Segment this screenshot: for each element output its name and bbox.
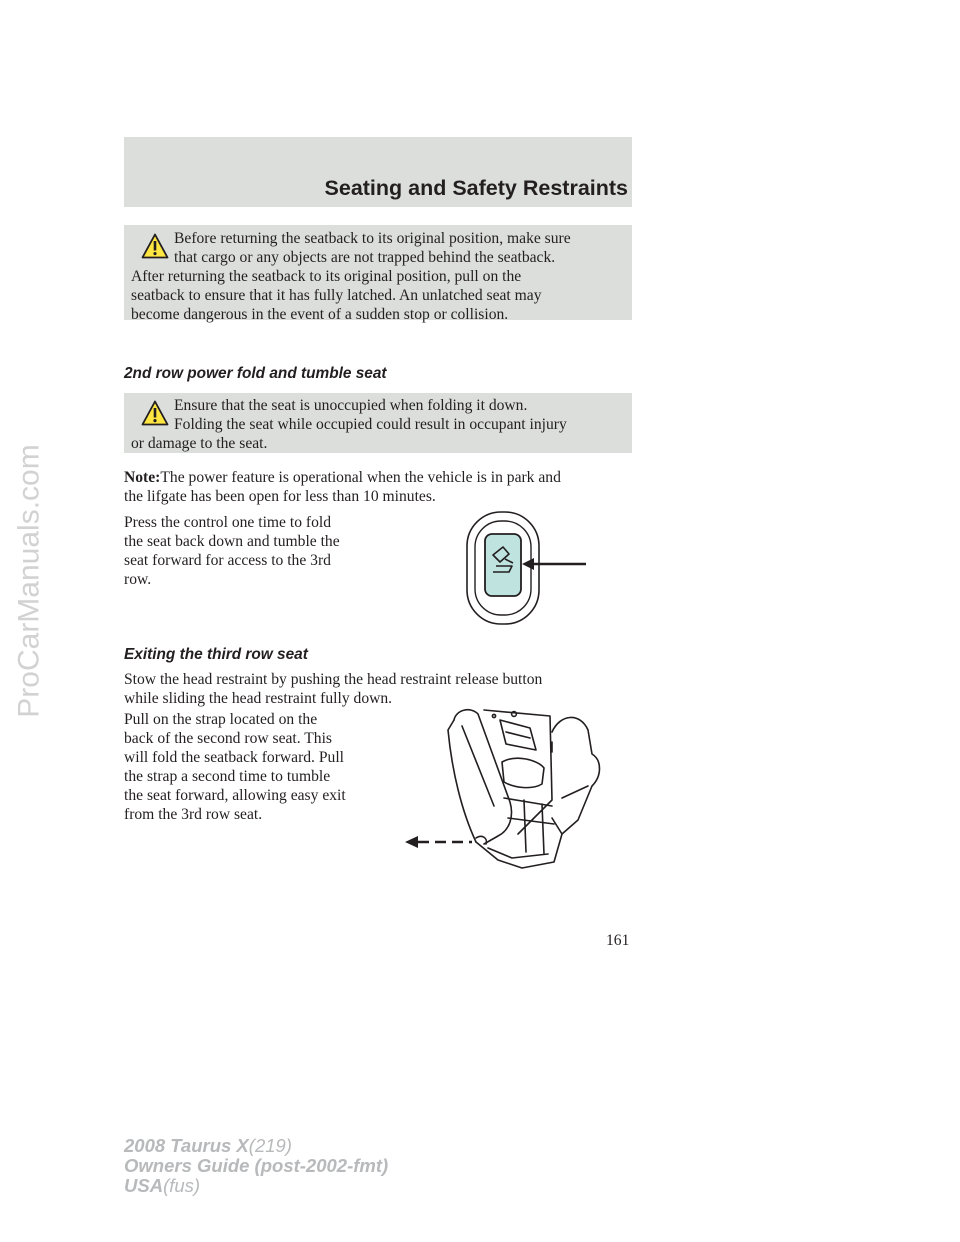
- warning-1-line-1: Before returning the seatback to its original position, make sure: [174, 230, 571, 247]
- strap-line-5: the seat forward, allowing easy exit: [124, 787, 346, 804]
- instruction-line-1: Press the control one time to fold: [124, 514, 332, 531]
- note-label: Note:: [124, 469, 161, 486]
- warning-2-line-1: Ensure that the seat is unoccupied when folding it down.: [174, 397, 528, 414]
- footer-region: USA: [124, 1175, 164, 1196]
- footer-model-code: (219): [248, 1135, 292, 1156]
- warning-1-line-2: that cargo or any objects are not trapped behind the seatback.: [174, 249, 556, 266]
- heading-power-fold-seat: 2nd row power fold and tumble seat: [124, 365, 387, 382]
- note-line-1: The power feature is operational when the vehicle is in park and: [160, 469, 561, 486]
- footer-region-code: (fus): [163, 1175, 201, 1196]
- power-fold-control-illustration: [460, 508, 590, 628]
- note-paragraph: [124, 468, 634, 506]
- page-number: 161: [606, 932, 630, 949]
- warning-2-line-3: or damage to the seat.: [131, 435, 268, 452]
- exiting-line-1: Stow the head restraint by pushing the head restraint release button: [124, 671, 543, 688]
- strap-line-4: the strap a second time to tumble: [124, 768, 331, 785]
- warning-1-line-3: After returning the seatback to its original position, pull on the: [131, 268, 522, 285]
- watermark-text: ProCarManuals.com: [13, 444, 46, 718]
- strap-line-1: Pull on the strap located on the: [124, 711, 318, 728]
- watermark: [4, 444, 56, 718]
- warning-box-1: [124, 225, 632, 323]
- warning-2-line-2: Folding the seat while occupied could result in occupant injury: [174, 416, 567, 433]
- note-line-2: the lifgate has been open for less than 10 minutes.: [124, 488, 436, 505]
- warning-box-2: [124, 393, 632, 453]
- fold-instruction-paragraph: [124, 513, 386, 589]
- warning-1-line-4: seatback to ensure that it has fully latched. An unlatched seat may: [131, 287, 542, 304]
- footer-guide: Owners Guide (post-2002-fmt): [124, 1155, 389, 1176]
- section-title: Seating and Safety Restraints: [324, 176, 628, 200]
- document-footer: [124, 1136, 388, 1196]
- exiting-line-2: while sliding the head restraint fully down.: [124, 690, 393, 707]
- strap-line-2: back of the second row seat. This: [124, 730, 333, 747]
- exiting-paragraph-2: [124, 710, 386, 824]
- strap-line-3: will fold the seatback forward. Pull: [124, 749, 344, 766]
- warning-triangle-icon: [141, 400, 169, 426]
- instruction-line-4: row.: [124, 571, 152, 588]
- warning-1-line-5: become dangerous in the event of a sudden stop or collision.: [131, 306, 509, 323]
- footer-model: 2008 Taurus X: [124, 1135, 249, 1156]
- section-header-band: [124, 137, 632, 207]
- warning-triangle-icon: [141, 233, 169, 259]
- instruction-line-3: seat forward for access to the 3rd: [124, 552, 331, 569]
- strap-line-6: from the 3rd row seat.: [124, 806, 263, 823]
- instruction-line-2: the seat back down and tumble the: [124, 533, 340, 550]
- heading-exiting-third-row: Exiting the third row seat: [124, 646, 308, 663]
- second-row-seat-illustration: [402, 702, 608, 872]
